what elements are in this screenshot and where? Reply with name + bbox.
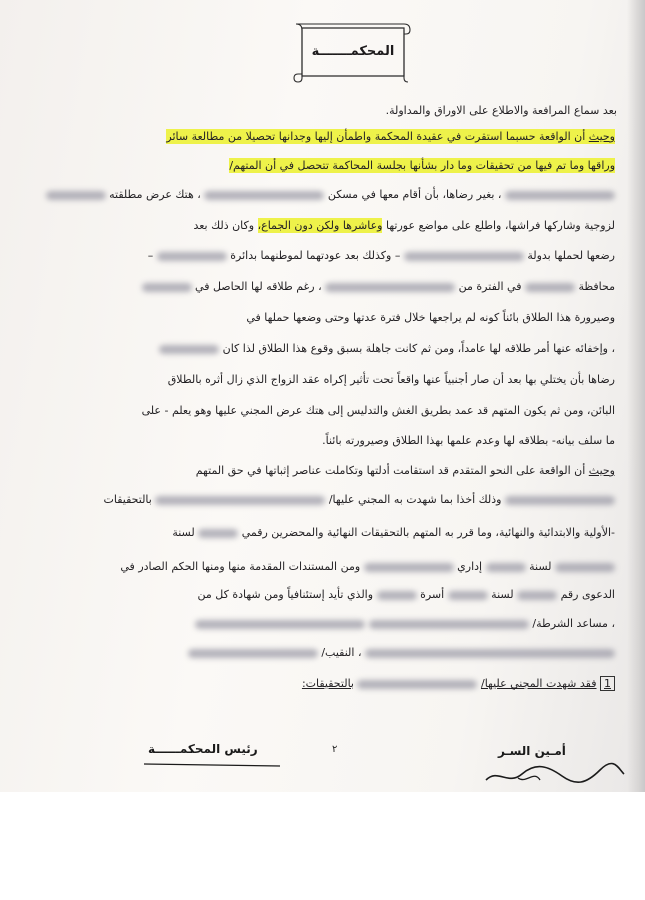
redacted-text xyxy=(325,283,455,292)
right-signature-mark-icon xyxy=(140,756,290,772)
text-line-4: ، بغير رضاها، بأن أقام معها في مسكن ، هتك عرض مطلقته xyxy=(46,188,615,201)
redacted-text xyxy=(204,191,324,200)
redacted-text xyxy=(505,496,615,505)
redacted-text xyxy=(188,649,318,658)
text-line-10: رضاها بأن يختلي بها بعد أن صار أجنبياً عنها واقعاً تحت تأثير إكراه عقد الزواج الذي زال أثره بالطلاق xyxy=(167,373,615,386)
text-line-1: بعد سماع المرافعة والاطلاع على الاوراق والمداولة. xyxy=(385,104,617,117)
left-signature-label: أمـين السـر xyxy=(498,744,566,758)
text-line-15: -الأولية والابتدائية والنهائية، وما قرر به المتهم بالتحقيقات النهائية والمحضرين رقمي لسنة xyxy=(172,526,615,539)
redacted-text xyxy=(157,252,227,261)
page-edge-shadow xyxy=(627,0,645,792)
redacted-text xyxy=(364,563,454,572)
redacted-text xyxy=(142,283,192,292)
text-line-6: رضعها لحملها بدولة – وكذلك بعد عودتهما لموطنهما بدائرة – xyxy=(147,249,615,262)
redacted-text xyxy=(525,283,575,292)
right-signature-label: رئيس المحكمــــــة xyxy=(148,742,258,756)
text-line-11: البائن، ومن ثم يكون المتهم قد عمد بطريق الغش والتدليس إلى هتك عرض المجني عليها وهو يعلم - على xyxy=(141,404,615,417)
redacted-text xyxy=(377,591,417,600)
redacted-text xyxy=(505,191,615,200)
text-line-7: محافظة في الفترة من ، رغم طلاقه لها الحاصل في xyxy=(142,280,615,293)
witness-number: 1 xyxy=(600,676,615,691)
text-line-19: ، النقيب/ xyxy=(188,646,615,659)
text-line-5: لزوجية وشاركها فراشها، واطلع على مواضع عورتها وعاشرها ولكن دون الجماع، وكان ذلك بعد xyxy=(193,219,615,232)
text-line-3: وراقها وما تم فيها من تحقيقات وما دار بشأنها بجلسة المحاكمة تتحصل في أن المتهم/ xyxy=(229,159,615,172)
redacted-text xyxy=(159,345,219,354)
highlight-text-2: وعاشرها ولكن دون الجماع، xyxy=(257,219,383,232)
page-title: المحكمـــــــة xyxy=(311,44,395,59)
redacted-text xyxy=(486,563,526,572)
text-line-13: وحيث أن الواقعة على النحو المتقدم قد استقامت أدلتها وتكاملت عناصر إثباتها في حق المتهم xyxy=(195,464,615,477)
word-wahayth-2: وحيث xyxy=(588,464,615,477)
redacted-text xyxy=(517,591,557,600)
redacted-text xyxy=(195,620,365,629)
redacted-text xyxy=(555,563,615,572)
text-line-14: وذلك أخذا بما شهدت به المجني عليها/ بالتحقيقات xyxy=(104,493,616,506)
highlight-text-1: أن الواقعة حسبما استقرت في عقيدة المحكمة واطمأن إليها وجدانها تحصيلا من مطالعة سائر xyxy=(166,130,589,143)
text-line-16: لسنة إداري ومن المستندات المقدمة منها ومنها الحكم الصادر في xyxy=(120,560,615,573)
text-line-2 xyxy=(166,130,615,143)
redacted-text xyxy=(365,649,615,658)
left-signature-icon xyxy=(478,758,628,790)
text-line-18: ، مساعد الشرطة/ xyxy=(195,617,615,630)
page-number: ٢ xyxy=(332,744,338,755)
word-wahayth-1: وحيث xyxy=(588,130,615,143)
redacted-text xyxy=(357,680,477,689)
text-line-12: ما سلف بيانه- بطلاقه لها وعدم علمها بهذا الطلاق وصيرورته بائناً. xyxy=(322,434,615,447)
redacted-text xyxy=(155,496,325,505)
redacted-text xyxy=(369,620,529,629)
text-line-9: ، وإخفائه عنها أمر طلاقه لها عامداً، ومن ثم كانت جاهلة بسبق وقوع هذا الطلاق لذا كان xyxy=(159,342,615,355)
redacted-text xyxy=(46,191,106,200)
redacted-text xyxy=(404,252,524,261)
redacted-text xyxy=(448,591,488,600)
redacted-text xyxy=(198,529,238,538)
text-line-17: الدعوى رقم لسنة أسرة والذي تأيد إستئنافياً ومن شهادة كل من xyxy=(197,588,615,601)
text-line-8: وصيرورة هذا الطلاق بائناً كونه لم يراجعها خلال فترة عدتها وحتى وضعها حملها في xyxy=(246,311,615,324)
text-line-20: 1 فقد شهدت المجني عليها/ بالتحقيقات: xyxy=(302,677,615,690)
